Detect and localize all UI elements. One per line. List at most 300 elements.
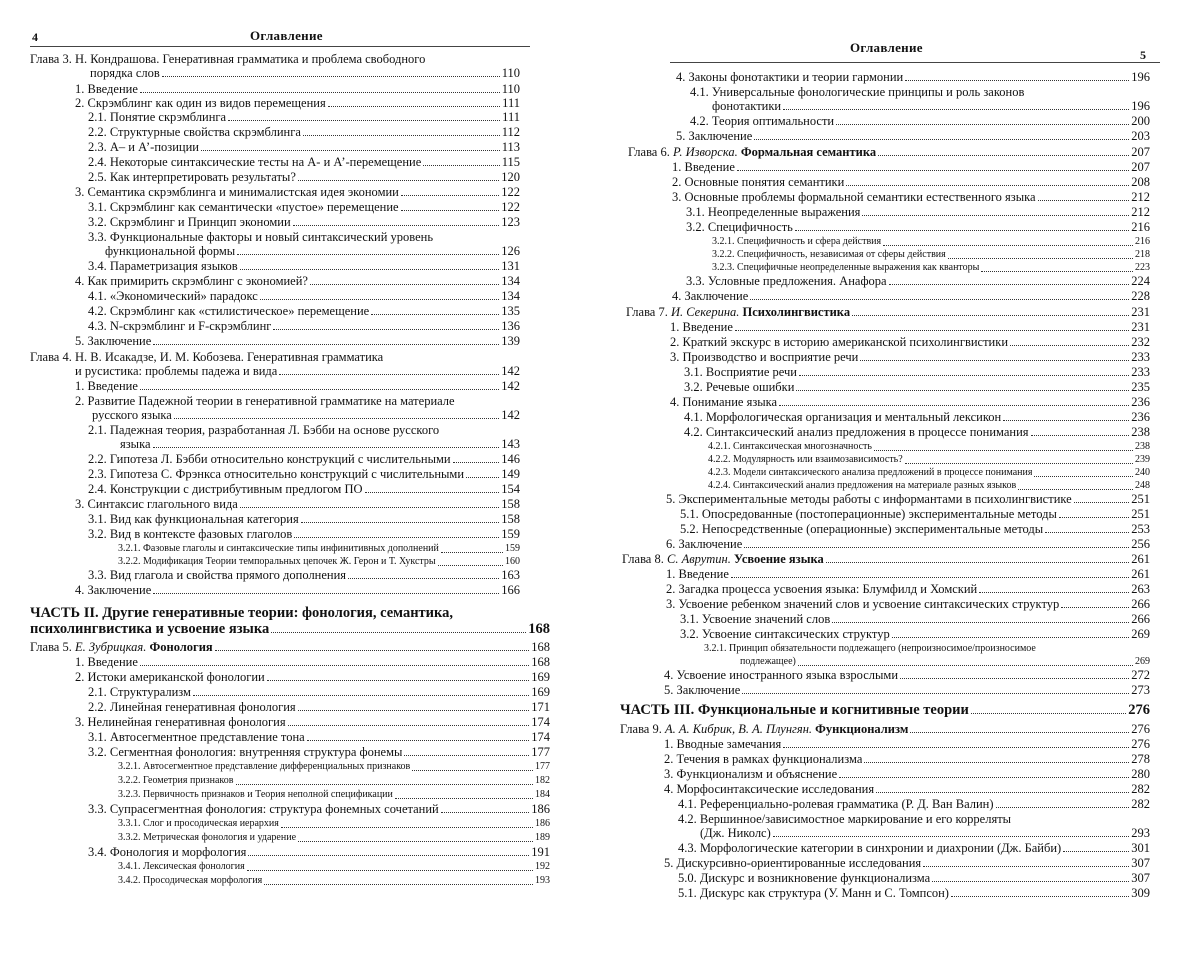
toc-entry[interactable] bbox=[708, 440, 1150, 454]
toc-entry[interactable] bbox=[666, 567, 1150, 581]
page-ref: 196 bbox=[1131, 99, 1150, 113]
dot-leader bbox=[1018, 489, 1133, 490]
entry-title-continuation: функциональной формы bbox=[105, 244, 236, 258]
entry-title: 4.3. N-скрэмблинг и F-скрэмблинг bbox=[88, 319, 272, 333]
toc-entry[interactable] bbox=[670, 335, 1150, 349]
entry-title-continuation: порядка слов bbox=[90, 66, 160, 80]
toc-entry[interactable] bbox=[666, 492, 1150, 506]
dot-leader bbox=[862, 215, 1129, 216]
dot-leader bbox=[892, 637, 1130, 638]
page-ref: 149 bbox=[501, 467, 520, 481]
entry-title-wrap bbox=[30, 640, 213, 654]
dot-leader bbox=[744, 547, 1129, 548]
entry-title-wrap bbox=[664, 782, 874, 796]
toc-entry[interactable] bbox=[88, 259, 520, 273]
toc-entry[interactable] bbox=[664, 856, 1150, 870]
entry-title-wrap bbox=[75, 655, 138, 669]
toc-entry[interactable] bbox=[678, 871, 1150, 885]
toc-entry[interactable] bbox=[88, 527, 520, 541]
dot-leader bbox=[832, 622, 1129, 623]
entry-title: 1. Введение bbox=[666, 567, 729, 581]
entry-title-wrap bbox=[620, 722, 908, 736]
toc-entry[interactable] bbox=[75, 497, 520, 511]
dot-leader bbox=[981, 271, 1133, 272]
chapter-label: Глава 3. bbox=[30, 52, 75, 66]
entry-title: 2.4. Некоторые синтаксические тесты на А- и А’-перемещение bbox=[88, 155, 422, 169]
toc-entry[interactable] bbox=[75, 655, 550, 669]
dot-leader bbox=[783, 109, 1129, 110]
toc-entry[interactable] bbox=[118, 817, 550, 831]
toc-entry[interactable] bbox=[88, 200, 520, 214]
dot-leader bbox=[1010, 345, 1129, 346]
page-ref: 169 bbox=[531, 670, 550, 684]
dot-leader bbox=[1059, 517, 1129, 518]
toc-entry[interactable] bbox=[686, 220, 1150, 234]
dot-leader bbox=[779, 405, 1129, 406]
entry-title-wrap bbox=[676, 70, 903, 84]
toc-entry[interactable] bbox=[75, 96, 520, 110]
entry-title-wrap bbox=[680, 627, 890, 641]
toc-entry[interactable] bbox=[666, 582, 1150, 596]
toc-entry[interactable] bbox=[88, 319, 520, 333]
entry-title: 3.2.1. Фазовые глаголы и синтаксические типы инфинитивных дополнений bbox=[118, 543, 439, 554]
page-ref: 131 bbox=[501, 259, 520, 273]
toc-entry[interactable] bbox=[670, 350, 1150, 364]
toc-entry[interactable] bbox=[118, 788, 550, 802]
toc-entry[interactable] bbox=[88, 170, 520, 184]
toc-entry[interactable] bbox=[664, 782, 1150, 796]
page-ref: 193 bbox=[535, 875, 550, 886]
entry-title-wrap bbox=[676, 129, 752, 143]
page-ref: 168 bbox=[528, 621, 550, 637]
dot-leader bbox=[900, 678, 1129, 679]
toc-entry[interactable] bbox=[88, 125, 520, 139]
entry-title-continuation: и русистика: проблемы падежа и вида bbox=[75, 364, 278, 378]
toc-entry[interactable] bbox=[664, 752, 1150, 766]
page-ref: 122 bbox=[501, 185, 520, 199]
page-ref: 309 bbox=[1131, 886, 1150, 900]
toc-entry[interactable] bbox=[684, 425, 1150, 439]
dot-leader bbox=[783, 747, 1129, 748]
page-ref: 218 bbox=[1135, 249, 1150, 260]
chapter-author: С. Аврутин. bbox=[666, 552, 731, 566]
page-ref: 276 bbox=[1131, 722, 1150, 736]
toc-entry[interactable] bbox=[118, 774, 550, 788]
entry-title: 3. Производство и восприятие речи bbox=[670, 350, 859, 364]
toc-entry[interactable] bbox=[708, 466, 1150, 480]
toc-entry[interactable] bbox=[30, 622, 550, 636]
entry-title: 4.3. Морфологические категории в синхронии и диахронии (Дж. Байби) bbox=[678, 841, 1062, 855]
toc-entry[interactable] bbox=[684, 365, 1150, 379]
dot-leader bbox=[153, 593, 499, 594]
toc-entry[interactable] bbox=[712, 99, 1150, 113]
toc-entry[interactable] bbox=[118, 874, 550, 888]
toc-entry[interactable] bbox=[90, 66, 520, 80]
dot-leader bbox=[441, 812, 530, 813]
entry-title: 5. Дискурсивно-ориентированные исследования bbox=[664, 856, 922, 870]
toc-entry[interactable] bbox=[684, 410, 1150, 424]
page-ref: 184 bbox=[535, 789, 550, 800]
dot-leader bbox=[294, 537, 499, 538]
toc-entry[interactable] bbox=[75, 379, 520, 393]
entry-title: 5. Заключение bbox=[75, 334, 152, 348]
toc-entry[interactable] bbox=[75, 334, 520, 348]
page-ref: 239 bbox=[1135, 454, 1150, 465]
dot-leader bbox=[438, 565, 503, 566]
toc-entry[interactable] bbox=[622, 552, 1150, 566]
page-ref: 110 bbox=[501, 66, 520, 80]
toc-entry[interactable] bbox=[88, 802, 550, 816]
entry-title: 2.5. Как интерпретировать результаты? bbox=[88, 170, 296, 184]
dot-leader bbox=[201, 150, 500, 151]
toc-entry[interactable] bbox=[88, 304, 520, 318]
entry-title: 1. Вводные замечания bbox=[664, 737, 782, 751]
page-ref: 186 bbox=[535, 818, 550, 829]
entry-title: 3.2.2. Геометрия признаков bbox=[118, 775, 234, 786]
toc-entry[interactable] bbox=[628, 145, 1150, 159]
entry-title: 2. Течения в рамках функционализма bbox=[664, 752, 863, 766]
chapter-author: Н. Кондрашова. bbox=[74, 52, 160, 66]
entry-title-wrap bbox=[88, 259, 238, 273]
toc-entry[interactable] bbox=[88, 845, 550, 859]
page-ref: 113 bbox=[501, 140, 520, 154]
toc-entry[interactable] bbox=[680, 522, 1150, 536]
entry-title-wrap bbox=[88, 685, 191, 699]
dot-leader bbox=[412, 770, 533, 771]
toc-entry[interactable] bbox=[118, 542, 520, 556]
entry-title-wrap bbox=[672, 175, 844, 189]
toc-entry[interactable] bbox=[30, 640, 550, 654]
page-ref: 216 bbox=[1135, 236, 1150, 247]
entry-title-wrap bbox=[75, 583, 151, 597]
entry-title: 3. Семантика скрэмблинга и минималистская идея экономии bbox=[75, 185, 399, 199]
page-ref: 115 bbox=[501, 155, 520, 169]
entry-title: 1. Введение bbox=[672, 160, 735, 174]
page-ref: 142 bbox=[501, 379, 520, 393]
entry-title: 3.1. Скрэмблинг как семантически «пустое» перемещение bbox=[88, 200, 399, 214]
dot-leader bbox=[852, 315, 1129, 316]
entry-title: 3. Функционализм и объяснение bbox=[664, 767, 838, 781]
entry-title-wrap bbox=[75, 497, 238, 511]
toc-entry[interactable] bbox=[664, 767, 1150, 781]
entry-title: 2.1. Понятие скрэмблинга bbox=[88, 110, 227, 124]
page-ref: 158 bbox=[501, 512, 520, 526]
page-ref: 134 bbox=[501, 289, 520, 303]
dot-leader bbox=[247, 870, 533, 871]
toc-entry[interactable] bbox=[88, 568, 520, 582]
chapter-label: Глава 4. bbox=[30, 350, 75, 364]
page-ref: 235 bbox=[1131, 380, 1150, 394]
entry-title: 3.3.1. Слог и просодическая иерархия bbox=[118, 818, 279, 829]
entry-title: 2.3. Гипотеза С. Фрэнкса относительно конструкций с числительными bbox=[88, 467, 465, 481]
dot-leader bbox=[174, 418, 499, 419]
dot-leader bbox=[948, 258, 1133, 259]
toc-entry[interactable] bbox=[620, 722, 1150, 736]
page-ref: 216 bbox=[1131, 220, 1150, 234]
entry-title-wrap bbox=[712, 261, 979, 275]
dot-leader bbox=[293, 225, 500, 226]
entry-title: 1. Введение bbox=[670, 320, 733, 334]
entry-title-continuation: подлежащее) bbox=[740, 656, 796, 667]
entry-title-wrap bbox=[88, 215, 291, 229]
entry-title-wrap bbox=[672, 289, 748, 303]
toc-entry[interactable] bbox=[712, 235, 1150, 249]
entry-title: 4. Законы фонотактики и теории гармонии bbox=[676, 70, 904, 84]
entry-title: 3.2. Усвоение синтаксических структур bbox=[680, 627, 890, 641]
toc-entry[interactable] bbox=[88, 452, 520, 466]
dot-leader bbox=[140, 665, 529, 666]
page-ref: 263 bbox=[1131, 582, 1150, 596]
toc-entry[interactable] bbox=[88, 110, 520, 124]
toc-entry[interactable] bbox=[75, 274, 520, 288]
toc-entry[interactable] bbox=[88, 482, 520, 496]
toc-entry[interactable] bbox=[670, 395, 1150, 409]
entry-title-wrap bbox=[670, 335, 1008, 349]
toc-entry[interactable] bbox=[680, 507, 1150, 521]
toc-entry[interactable] bbox=[664, 737, 1150, 751]
toc-entry[interactable] bbox=[118, 555, 520, 569]
page-ref: 276 bbox=[1128, 702, 1150, 718]
dot-leader bbox=[153, 344, 499, 345]
dot-leader bbox=[795, 230, 1129, 231]
toc-entry[interactable] bbox=[88, 745, 550, 759]
entry-title-wrap bbox=[672, 160, 735, 174]
toc-entry[interactable] bbox=[75, 185, 520, 199]
chapter-author: Н. В. Исакадзе, И. М. Кобозева. bbox=[74, 350, 244, 364]
toc-entry[interactable] bbox=[75, 82, 520, 96]
entry-title: 3.4.1. Лексическая фонология bbox=[118, 861, 245, 872]
entry-title-wrap bbox=[666, 582, 977, 596]
dot-leader bbox=[1003, 420, 1129, 421]
toc-entry-title bbox=[678, 812, 1011, 826]
dot-leader bbox=[273, 329, 499, 330]
toc-entry[interactable] bbox=[712, 261, 1150, 275]
entry-title: 3.2. Речевые ошибки bbox=[684, 380, 795, 394]
dot-leader bbox=[267, 680, 530, 681]
dot-leader bbox=[996, 807, 1130, 808]
chapter-label: Глава 6. bbox=[628, 145, 673, 159]
toc-entry[interactable] bbox=[88, 700, 550, 714]
entry-title: 3.2.1. Специфичность и сфера действия bbox=[712, 236, 882, 247]
page-ref: 278 bbox=[1131, 752, 1150, 766]
toc-entry[interactable] bbox=[700, 826, 1150, 840]
toc-entry[interactable] bbox=[690, 114, 1150, 128]
entry-title-wrap bbox=[88, 568, 346, 582]
entry-title-wrap bbox=[118, 555, 436, 569]
toc-entry[interactable] bbox=[92, 408, 520, 422]
dot-leader bbox=[303, 135, 500, 136]
dot-leader bbox=[348, 578, 499, 579]
entry-title-wrap bbox=[712, 248, 946, 262]
page-ref: 146 bbox=[501, 452, 520, 466]
toc-entry[interactable] bbox=[708, 479, 1150, 493]
entry-title: Фонология bbox=[146, 640, 213, 654]
header-rule-right bbox=[670, 62, 1160, 63]
toc-entry[interactable] bbox=[676, 129, 1150, 143]
entry-title: 4. Понимание языка bbox=[670, 395, 778, 409]
entry-title: Генеративная грамматика bbox=[243, 350, 384, 364]
entry-title: Психолингвистика bbox=[739, 305, 851, 319]
entry-title-wrap bbox=[664, 856, 921, 870]
toc-entry[interactable] bbox=[88, 289, 520, 303]
chapter-label: Глава 9. bbox=[620, 722, 665, 736]
toc-entry[interactable] bbox=[118, 860, 550, 874]
entry-title: 5. Заключение bbox=[676, 129, 753, 143]
entry-title: 4.2. Скрэмблинг как «стилистическое» перемещение bbox=[88, 304, 370, 318]
entry-title: 2. Истоки американской фонологии bbox=[75, 670, 265, 684]
dot-leader bbox=[401, 210, 500, 211]
toc-entry[interactable] bbox=[672, 175, 1150, 189]
toc-entry-title bbox=[88, 423, 439, 437]
entry-title: 3.1. Вид как функциональная категория bbox=[88, 512, 299, 526]
entry-title-wrap bbox=[664, 752, 862, 766]
toc-entry[interactable] bbox=[88, 215, 520, 229]
toc-entry[interactable] bbox=[672, 289, 1150, 303]
toc-entry[interactable] bbox=[88, 685, 550, 699]
dot-leader bbox=[731, 577, 1129, 578]
toc-entry[interactable] bbox=[712, 248, 1150, 262]
entry-title-wrap bbox=[666, 537, 742, 551]
entry-title: 2.2. Структурные свойства скрэмблинга bbox=[88, 125, 301, 139]
dot-leader bbox=[279, 374, 499, 375]
dot-leader bbox=[905, 80, 1129, 81]
entry-title: 5.1. Опосредованные (постоперационные) экспериментальные методы bbox=[680, 507, 1057, 521]
dot-leader bbox=[889, 284, 1130, 285]
page-ref: 135 bbox=[501, 304, 520, 318]
toc-entry[interactable] bbox=[670, 320, 1150, 334]
entry-title-continuation: (Дж. Николс) bbox=[700, 826, 771, 840]
dot-leader bbox=[140, 389, 499, 390]
entry-title: Усвоение языка bbox=[730, 552, 824, 566]
page-ref: 208 bbox=[1131, 175, 1150, 189]
dot-leader bbox=[240, 269, 500, 270]
entry-title: 3.4.2. Просодическая морфология bbox=[118, 875, 263, 886]
page-ref: 236 bbox=[1131, 395, 1150, 409]
toc-entry[interactable] bbox=[686, 274, 1150, 288]
toc-entry[interactable] bbox=[672, 190, 1150, 204]
toc-entry[interactable] bbox=[118, 831, 550, 845]
chapter-author: А. А. Кибрик, В. А. Плунгян. bbox=[664, 722, 813, 736]
entry-title-wrap bbox=[686, 220, 793, 234]
toc-entry[interactable] bbox=[88, 155, 520, 169]
toc-entry[interactable] bbox=[666, 597, 1150, 611]
page-ref: 110 bbox=[501, 82, 520, 96]
dot-leader bbox=[1063, 851, 1129, 852]
entry-title: 3.4. Фонология и морфология bbox=[88, 845, 247, 859]
page-ref: 251 bbox=[1131, 492, 1150, 506]
toc-entry[interactable] bbox=[678, 797, 1150, 811]
toc-entry[interactable] bbox=[88, 512, 520, 526]
toc-entry[interactable] bbox=[664, 668, 1150, 682]
toc-entry[interactable] bbox=[105, 244, 520, 258]
toc-entry[interactable] bbox=[680, 627, 1150, 641]
page-ref: 273 bbox=[1131, 683, 1150, 697]
toc-entry[interactable] bbox=[678, 841, 1150, 855]
toc-entry[interactable] bbox=[678, 886, 1150, 900]
entry-title: 4.1. Морфологическая организация и ментальный лексикон bbox=[684, 410, 1002, 424]
dot-leader bbox=[228, 120, 500, 121]
dot-leader bbox=[404, 755, 529, 756]
dot-leader bbox=[799, 375, 1129, 376]
toc-entry[interactable] bbox=[676, 70, 1150, 84]
entry-title: 3.2.2. Специфичность, независимая от сферы действия bbox=[712, 249, 946, 260]
header-rule-left bbox=[30, 46, 530, 47]
toc-entry[interactable] bbox=[664, 683, 1150, 697]
page-ref: 158 bbox=[501, 497, 520, 511]
entry-title: 4.1. Референциально-ролевая грамматика (Р. Д. Ван Валин) bbox=[678, 797, 994, 811]
toc-entry[interactable] bbox=[672, 160, 1150, 174]
page-ref: 123 bbox=[501, 215, 520, 229]
toc-entry[interactable] bbox=[684, 380, 1150, 394]
toc-entry[interactable] bbox=[75, 364, 520, 378]
toc-entry[interactable] bbox=[75, 715, 550, 729]
entry-title-wrap bbox=[75, 96, 326, 110]
dot-leader bbox=[826, 562, 1130, 563]
toc-entry[interactable] bbox=[680, 612, 1150, 626]
dot-leader bbox=[298, 841, 533, 842]
dot-leader bbox=[798, 665, 1133, 666]
page-ref: 231 bbox=[1131, 320, 1150, 334]
dot-leader bbox=[328, 106, 500, 107]
entry-title: 5.0. Дискурс и возникновение функционализма bbox=[678, 871, 931, 885]
page-ref: 251 bbox=[1131, 507, 1150, 521]
toc-entry[interactable] bbox=[75, 670, 550, 684]
entry-title-wrap bbox=[88, 289, 258, 303]
dot-leader bbox=[737, 170, 1129, 171]
toc-entry[interactable] bbox=[740, 655, 1150, 669]
toc-entry-title bbox=[30, 350, 383, 364]
toc-entry[interactable] bbox=[120, 437, 520, 451]
dot-leader bbox=[923, 866, 1129, 867]
page-ref: 171 bbox=[531, 700, 550, 714]
toc-entry[interactable] bbox=[88, 467, 520, 481]
toc-entry-title bbox=[30, 52, 425, 66]
page-ref: 182 bbox=[535, 775, 550, 786]
dot-leader bbox=[423, 165, 499, 166]
entry-title: 1. Введение bbox=[75, 379, 138, 393]
dot-leader bbox=[796, 390, 1129, 391]
toc-entry[interactable] bbox=[75, 583, 520, 597]
dot-leader bbox=[846, 185, 1129, 186]
entry-title-wrap bbox=[684, 380, 794, 394]
entry-title-wrap bbox=[118, 874, 262, 888]
dot-leader bbox=[260, 299, 499, 300]
entry-title-wrap bbox=[88, 140, 199, 154]
toc-entry[interactable] bbox=[626, 305, 1150, 319]
entry-title-wrap bbox=[686, 274, 887, 288]
toc-entry[interactable] bbox=[708, 453, 1150, 467]
dot-leader bbox=[298, 710, 530, 711]
page-ref: 163 bbox=[501, 568, 520, 582]
toc-entry[interactable] bbox=[620, 703, 1150, 717]
entry-title-wrap bbox=[118, 788, 393, 802]
dot-leader bbox=[750, 299, 1129, 300]
entry-title: 5. Экспериментальные методы работы с информантами в психолингвистике bbox=[666, 492, 1072, 506]
toc-entry[interactable] bbox=[118, 760, 550, 774]
page-ref: 248 bbox=[1135, 480, 1150, 491]
toc-entry[interactable] bbox=[88, 730, 550, 744]
dot-leader bbox=[1038, 200, 1130, 201]
entry-title-wrap bbox=[75, 274, 308, 288]
entry-title-wrap bbox=[680, 507, 1057, 521]
toc-entry[interactable] bbox=[686, 205, 1150, 219]
toc-entry[interactable] bbox=[666, 537, 1150, 551]
toc-entry[interactable] bbox=[88, 140, 520, 154]
entry-title-wrap bbox=[712, 235, 881, 249]
dot-leader bbox=[951, 896, 1129, 897]
page-ref: 266 bbox=[1131, 597, 1150, 611]
entry-title: 4. Морфосинтаксические исследования bbox=[664, 782, 875, 796]
